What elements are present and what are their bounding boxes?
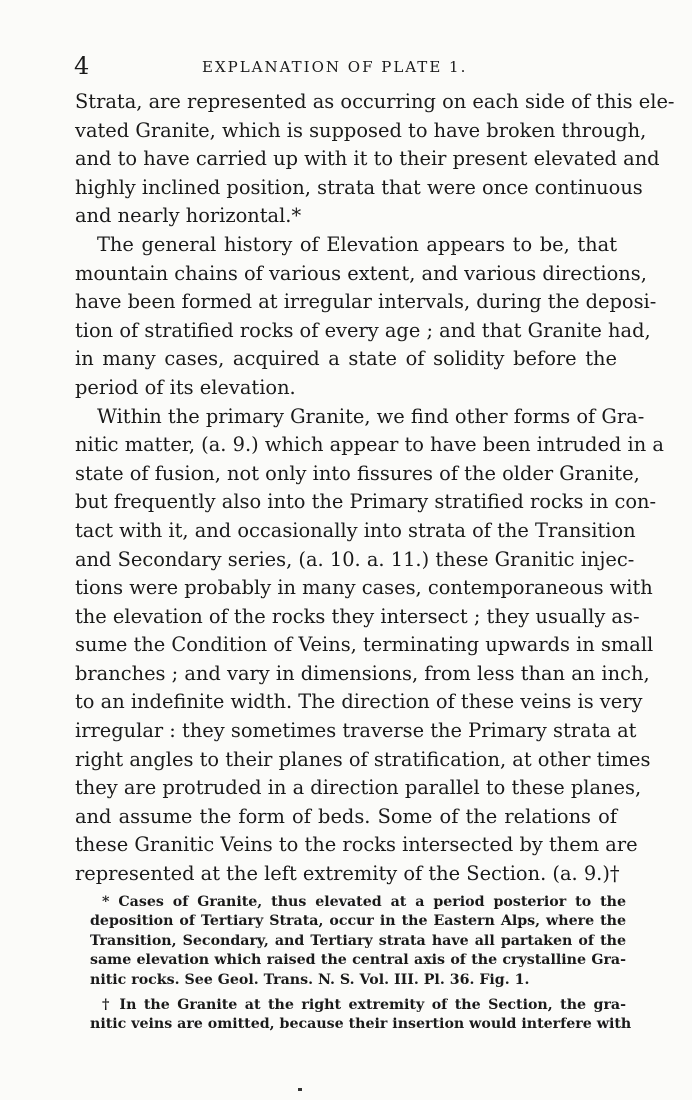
text-line: represented at the left extremity of the Section. (a. 9.)† [75,862,620,886]
text-line: the elevation of the rocks they intersect ; they usually as- [75,604,640,628]
text-line: branches ; and vary in dimensions, from less than an inch, [75,661,650,685]
text-line: irregular : they sometimes traverse the Primary strata at [75,719,637,743]
page-header [74,52,634,80]
page-number: 4 [74,52,90,80]
text-line: state of fusion, not only into fissures of the older Granite, [75,461,640,485]
footnote-dagger [90,996,632,1035]
page-mark [298,1088,302,1091]
text-line: sume the Condition of Veins, terminating upwards in small [75,633,654,657]
text-line: vated Granite, which is supposed to have broken through, [75,118,647,142]
footnote-line: Transition, Secondary, and Tertiary strata have all partaken of the [90,932,626,949]
paragraph-3 [75,403,664,889]
text-line: Strata, are represented as occurring on each side of this ele- [75,90,675,113]
text-line: in many cases, acquired a state of solidity before the [75,347,617,371]
text-line: these Granitic Veins to the rocks intersected by them are [75,833,638,857]
text-line: mountain chains of various extent, and various directions, [75,261,647,285]
text-line: tact with it, and occasionally into strata of the Transition [75,518,636,542]
footnotes [90,893,632,1041]
text-line: and Secondary series, (a. 10. a. 11.) these Granitic injec- [75,547,635,571]
text-line: they are protruded in a direction parallel to these planes, [75,776,642,800]
text-line: have been formed at irregular intervals, during the deposi- [75,290,657,314]
text-line: and to have carried up with it to their present elevated and [75,147,660,171]
text-line: tions were probably in many cases, contemporaneous with [75,576,653,600]
footnote-line: deposition of Tertiary Strata, occur in the Eastern Alps, where the [90,913,626,930]
footnote-line: nitic rocks. See Geol. Trans. N. S. Vol. III. Pl. 36. Fig. 1. [90,971,530,988]
text-line: and assume the form of beds. Some of the relations of [75,804,617,828]
footnote-line: same elevation which raised the central axis of the crystalline Gra- [90,952,626,969]
running-head: EXPLANATION OF PLATE 1. [202,58,468,76]
paragraph-1 [75,88,675,231]
paragraph-2 [75,231,657,403]
footnote-line: nitic veins are omitted, because their insertion would interfere with [90,1016,632,1033]
footnote-line: † In the Granite at the right extremity of the Section, the gra- [102,997,626,1014]
text-line: nitic matter, (a. 9.) which appear to have been intruded in a [75,433,664,457]
text-line: and nearly horizontal.* [75,204,302,228]
text-line: tion of stratified rocks of every age ; and that Granite had, [75,318,651,342]
text-line: Within the primary Granite, we find other forms of Gra- [97,404,645,428]
text-line: right angles to their planes of stratification, at other times [75,747,651,771]
text-line: to an indefinite width. The direction of these veins is very [75,690,643,714]
text-line: The general history of Elevation appears to be, that [97,232,617,256]
text-line: highly inclined position, strata that were once continuous [75,175,643,199]
footnote-asterisk [90,893,626,990]
body-text [75,88,675,889]
text-line: but frequently also into the Primary stratified rocks in con- [75,490,657,514]
footnote-line: * Cases of Granite, thus elevated at a period posterior to the [102,894,626,910]
text-line: period of its elevation. [75,375,296,399]
